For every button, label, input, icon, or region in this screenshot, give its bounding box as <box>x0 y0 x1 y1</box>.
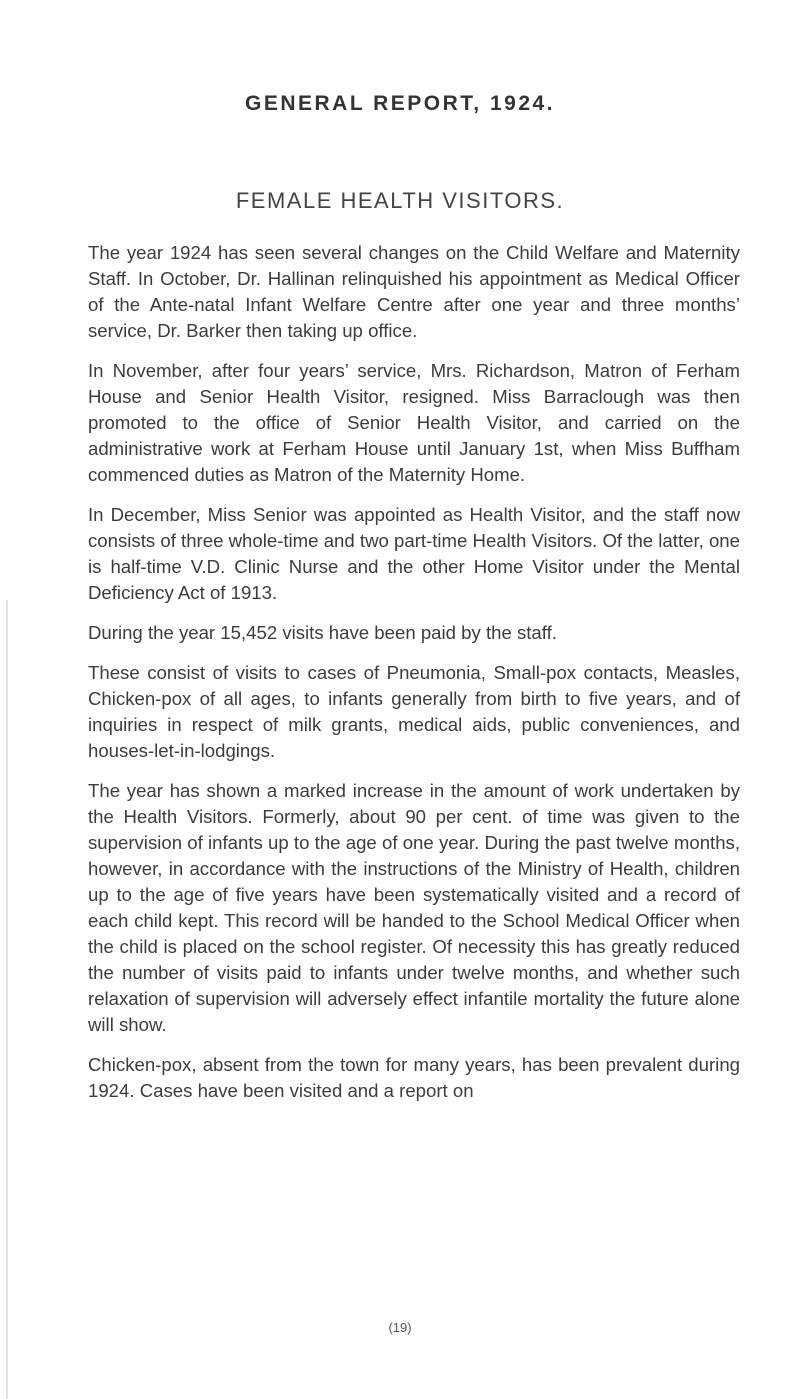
report-header: GENERAL REPORT, 1924. <box>244 92 556 115</box>
section-title: FEMALE HEALTH VISITORS. <box>235 188 565 213</box>
body-text <box>88 240 740 1104</box>
page-edge-shadow <box>6 600 8 1399</box>
paragraph-visit-types: These consist of visits to cases of Pneumonia, Small-pox contacts, Measles, Chicken-pox of all ages, to infants generally from birth to five years, and of inquiries in respect of milk grants, medical aids, public conveniences, and houses-let-in-lodgings. <box>88 662 740 761</box>
paragraph-december: In December, Miss Senior was appointed as Health Visitor, and the staff now consists of three whole-time and two part-time Health Visitors. Of the latter, one is half-time V.D. Clinic Nurse and the other Home Visitor under the Mental Deficiency Act of 1913. <box>88 504 740 603</box>
page-number: (19) <box>388 1320 412 1335</box>
paragraph-november: In November, after four years’ service, Mrs. Richardson, Matron of Ferham House and Senior Health Visitor, resigned. Miss Barraclough was then promoted to the office of Senior Health Visitor, and carried on the administrative work at Ferham House until January 1st, when Miss Buffham commenced duties as Matron of the Maternity Home. <box>88 360 740 485</box>
paragraph-staff-changes: The year 1924 has seen several changes on the Child Welfare and Maternity Staff. In October, Dr. Hallinan relinquished his appointment as Medical Officer of the Ante-natal Infant Welfare Centre after one year and three months’ service, Dr. Barker then taking up office. <box>88 242 740 341</box>
paragraph-workload: The year has shown a marked increase in the amount of work undertaken by the Health Visitors. Formerly, about 90 per cent. of time was given to the supervision of infants up to the age of one year. During the past twelve months, however, in accordance with the instructions of the Ministry of Health, children up to the age of five years have been systematically visited and a record of each child kept. This record will be handed to the School Medical Officer when the child is placed on the school register. Of necessity this has greatly reduced the number of visits paid to infants under twelve months, and whether such relaxation of supervision will adversely effect infantile mortality the future alone will show. <box>88 780 740 1035</box>
paragraph-chicken-pox: Chicken-pox, absent from the town for many years, has been prevalent during 1924. Cases have been visited and a report on <box>88 1054 740 1101</box>
paragraph-visits-count: During the year 15,452 visits have been paid by the staff. <box>88 622 557 643</box>
